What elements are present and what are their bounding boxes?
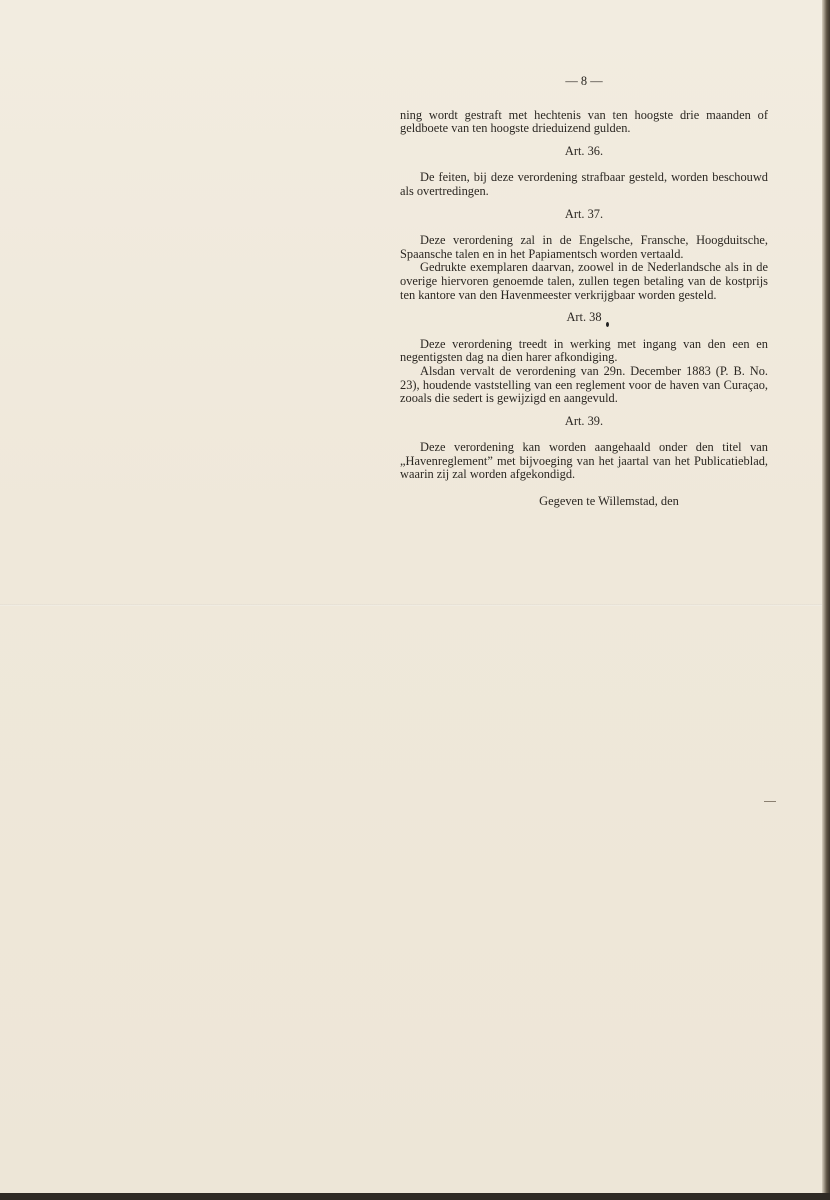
article-38-heading: Art. 38 [566,310,602,325]
continued-paragraph: ning wordt gestraft met hechtenis van ten hoogste drie maanden of geldboete van ten hoogste drieduizend gulden. [400,107,768,136]
closing-line: Gegeven te Willemstad, den [539,494,679,509]
margin-mark [764,801,776,802]
article-39-text: Deze verordening kan worden aangehaald onder den titel van „Havenreglement” met bijvoeging van het jaartal van het Publicatieblad, waarin zij zal worden afgekondigd. [400,440,768,482]
article-38-text-1: Deze verordening treedt in werking met ingang van den een en negentigsten dag na dien harer afkondiging. [400,336,768,365]
article-36-text: De feiten, bij deze verordening strafbaar gesteld, worden beschouwd als overtredingen. [400,170,768,198]
ink-speck [606,322,609,327]
text-column [400,75,768,509]
article-39-heading: Art. 39. [564,413,604,428]
article-38-text-2: Alsdan vervalt de verordening van 29n. December 1883 (P. B. No. 23), houdende vaststelling van een reglement voor de haven van Curaçao, zooals die sedert is gewijzigd en aangevuld. [400,363,768,406]
page-number: — 8 — [565,74,603,88]
paper-fold-line [0,604,822,606]
article-37-heading: Art. 37. [564,206,604,221]
article-36-heading: Art. 36. [564,143,604,158]
article-37-text-1: Deze verordening zal in de Engelsche, Fransche, Hoogduitsche, Spaansche talen en in het Papiamentsch worden vertaald. [400,233,768,261]
article-37-text-2: Gedrukte exemplaren daarvan, zoowel in de Nederlandsche als in de overige hiervoren genoemde talen, zullen tegen betaling van de kostprijs ten kantore van den Havenmeester verkrijgbaar worden gesteld. [400,260,768,302]
page-right-edge [822,0,830,1200]
page-bottom-edge [0,1193,830,1200]
